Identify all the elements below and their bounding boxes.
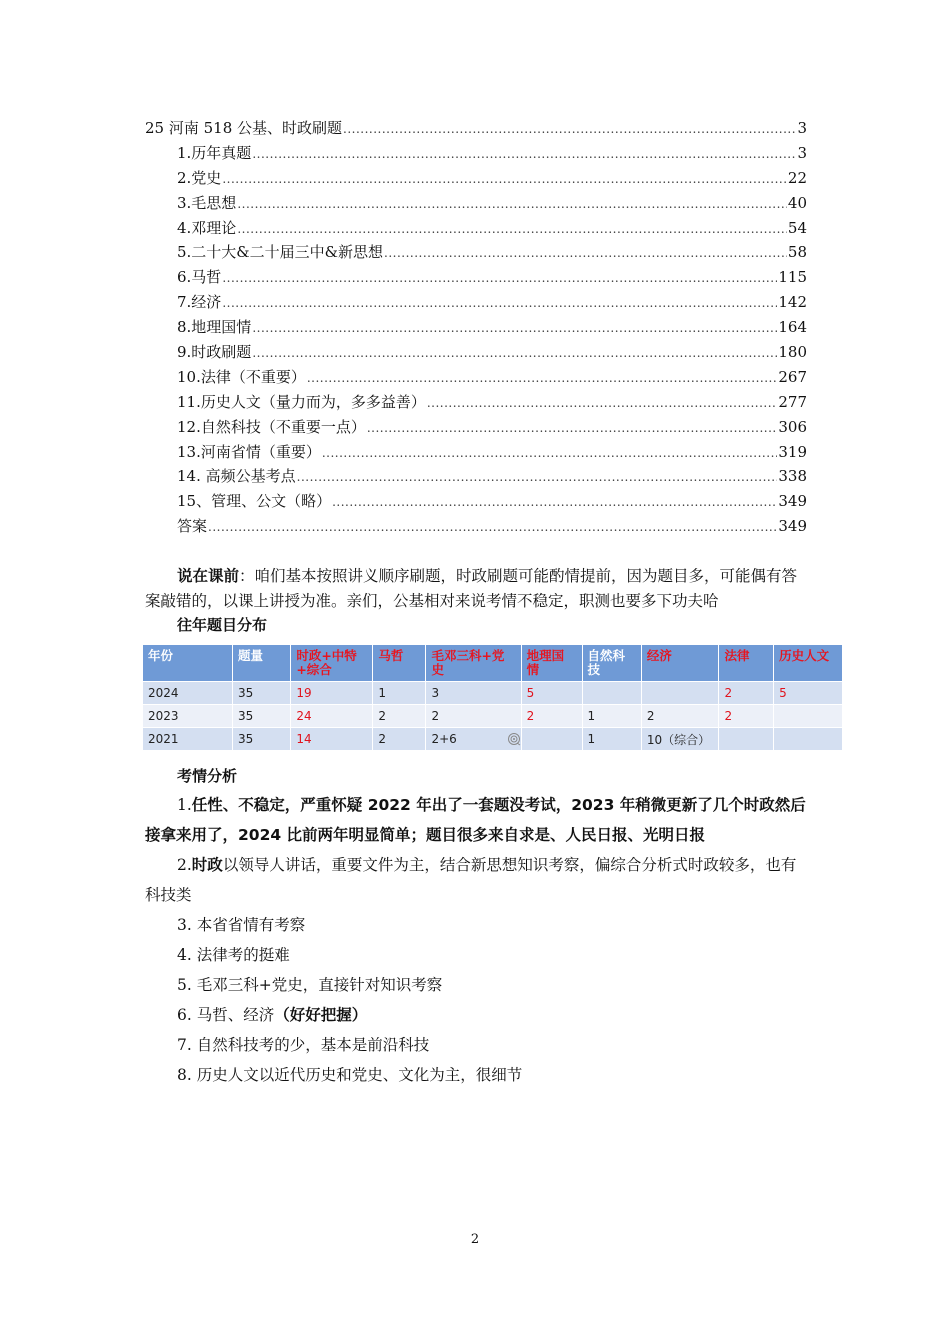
- table-cell: 2+6: [426, 728, 521, 751]
- table-cell: 24: [291, 705, 373, 728]
- toc-leader-dots: [427, 391, 778, 416]
- toc-entry-title: 15、管理、公文（略）: [177, 492, 332, 511]
- analysis-point-2-bold: 时政: [191, 856, 223, 874]
- toc-leader-dots: [252, 316, 777, 341]
- table-cell: [719, 728, 774, 751]
- intro-paragraph: [145, 564, 807, 614]
- toc-entry-page: 319: [778, 442, 807, 461]
- table-cell: 2: [426, 705, 521, 728]
- toc-entry-page: 142: [778, 293, 807, 312]
- toc-entry-page: 349: [778, 492, 807, 511]
- table-cell: 1: [373, 682, 426, 705]
- toc-entry[interactable]: [145, 365, 807, 390]
- toc-entry[interactable]: [145, 489, 807, 514]
- table-header-row: [143, 645, 843, 682]
- analysis-point-6-bold: （好好把握）: [274, 1006, 368, 1024]
- table-cell: 2024: [143, 682, 232, 705]
- table-cell: 1: [582, 705, 641, 728]
- table-cell: [641, 682, 719, 705]
- toc-entry-title: 6.马哲: [177, 268, 222, 287]
- analysis-point-8: 8. 历史人文以近代历史和党史、文化为主，很细节: [177, 1066, 523, 1084]
- table-cell: 5: [774, 682, 843, 705]
- toc-entry-page: 22: [787, 168, 807, 187]
- distribution-title: 往年题目分布: [177, 616, 268, 634]
- toc-entry-page: 164: [778, 318, 807, 337]
- table-header-cell: 法律: [719, 645, 774, 682]
- table-cell: [774, 705, 843, 728]
- toc-entry-page: 349: [778, 517, 807, 536]
- table-header-cell: 经济: [641, 645, 719, 682]
- toc-entry-page: 338: [778, 467, 807, 486]
- toc-entry-page: 306: [778, 417, 807, 436]
- table-header-cell: 年份: [143, 645, 232, 682]
- table-row: [143, 705, 843, 728]
- toc-entry[interactable]: [145, 415, 807, 440]
- table-cell: 35: [232, 705, 290, 728]
- toc-entry-title: 9.时政刷题: [177, 343, 252, 362]
- toc-entry[interactable]: [145, 166, 807, 191]
- table-cell: 2: [719, 682, 774, 705]
- analysis-title: 考情分析: [177, 767, 238, 785]
- analysis-body: [145, 790, 807, 1090]
- analysis-point-6-text: 6. 马哲、经济: [177, 1006, 275, 1024]
- toc-entry[interactable]: [145, 514, 807, 539]
- table-cell: [521, 728, 582, 751]
- analysis-point-2-num: 2.: [177, 856, 192, 874]
- toc-leader-dots: [208, 515, 777, 540]
- toc-entry-page: 58: [787, 243, 807, 262]
- toc-entry-page: 3: [797, 119, 807, 137]
- toc-entry[interactable]: [145, 340, 807, 365]
- toc-entry[interactable]: [145, 440, 807, 465]
- analysis-point-4: 4. 法律考的挺难: [177, 946, 290, 964]
- table-cell: 2: [373, 705, 426, 728]
- toc-leader-dots: [307, 366, 778, 391]
- analysis-point-1-bold: 任性、不稳定，严重怀疑 2022 年出了一套题没考试，2023 年稍微更新了几个时政然后接拿来用了，2024 比前两年明显简单；题目很多来自求是、人民日报、光明日报: [145, 796, 806, 844]
- table-cell: [582, 682, 641, 705]
- analysis-point-2: [145, 850, 807, 910]
- table-cell: 19: [291, 682, 373, 705]
- intro-text: ：咱们基本按照讲义顺序刷题，时政刷题可能酌情提前，因为题目多，可能偶有答案敲错的，以课上讲授为准。亲们，公基相对来说考情不稳定，职测也要多下功夫哈: [145, 567, 798, 610]
- toc-leader-dots: [252, 142, 796, 167]
- table-cell: 2: [641, 705, 719, 728]
- table-cell: 2: [521, 705, 582, 728]
- table-cell: 2: [719, 705, 774, 728]
- toc-entry-page: 115: [778, 268, 807, 287]
- table-cell: 2: [373, 728, 426, 751]
- toc-entry-title: 2.党史: [177, 168, 222, 187]
- table-header-cell: 时政+中特+综合: [291, 645, 373, 682]
- table-cell: 2023: [143, 705, 232, 728]
- table-row: [143, 682, 843, 705]
- toc-entry-page: 54: [787, 218, 807, 237]
- toc-entry[interactable]: [145, 141, 807, 166]
- toc-entry[interactable]: [145, 240, 807, 265]
- table-header-cell: 历史人文: [774, 645, 843, 682]
- toc-leader-dots: [297, 465, 778, 490]
- toc-entry-title: 25 河南 518 公基、时政刷题: [145, 119, 343, 137]
- toc-entry-title: 1.历年真题: [177, 143, 252, 162]
- analysis-point-2-rest: 以领导人讲话，重要文件为主，结合新思想知识考察，偏综合分析式时政较多，也有科技类: [145, 856, 797, 904]
- table-cell: 14: [291, 728, 373, 751]
- distribution-table: [143, 645, 843, 750]
- toc-entry[interactable]: [145, 290, 807, 315]
- toc-entry-page: 40: [787, 193, 807, 212]
- table-cell: [774, 728, 843, 751]
- toc-entry[interactable]: [145, 116, 807, 141]
- toc-leader-dots: [332, 490, 777, 515]
- analysis-point-1: [145, 790, 807, 850]
- toc-leader-dots: [367, 416, 778, 441]
- analysis-point-7: 7. 自然科技考的少，基本是前沿科技: [177, 1036, 430, 1054]
- toc-entry-title: 11.历史人文（量力而为，多多益善）: [177, 392, 426, 411]
- table-of-contents: [145, 116, 807, 539]
- toc-entry[interactable]: [145, 464, 807, 489]
- toc-entry[interactable]: [145, 390, 807, 415]
- toc-leader-dots: [237, 192, 787, 217]
- toc-entry[interactable]: [145, 216, 807, 241]
- table-cell: 2021: [143, 728, 232, 751]
- toc-leader-dots: [222, 167, 787, 192]
- analysis-point-5: 5. 毛邓三科+党史，直接针对知识考察: [177, 976, 443, 994]
- table-header-cell: 马哲: [373, 645, 426, 682]
- toc-entry-title: 4.邓理论: [177, 218, 237, 237]
- table-cell: 3: [426, 682, 521, 705]
- analysis-point-3: 3. 本省省情有考察: [177, 916, 306, 934]
- table-header-cell: 题量: [232, 645, 290, 682]
- table-header-cell: 地理国情: [521, 645, 582, 682]
- toc-entry-title: 12.自然科技（不重要一点）: [177, 417, 366, 436]
- table-cell: 10（综合）: [641, 728, 719, 751]
- table-row: [143, 728, 843, 751]
- table-header-cell: 毛邓三科+党史: [426, 645, 521, 682]
- toc-leader-dots: [252, 341, 777, 366]
- toc-leader-dots: [343, 117, 796, 142]
- table-header-cell: 自然科技: [582, 645, 641, 682]
- toc-entry[interactable]: [145, 265, 807, 290]
- toc-entry-title: 14. 高频公基考点: [177, 467, 296, 486]
- toc-entry-title: 3.毛思想: [177, 193, 237, 212]
- toc-entry[interactable]: [145, 315, 807, 340]
- toc-entry-title: 7.经济: [177, 293, 222, 312]
- intro-lead: 说在课前: [177, 567, 240, 585]
- toc-leader-dots: [222, 266, 777, 291]
- toc-leader-dots: [237, 217, 787, 242]
- table-cell: 1: [582, 728, 641, 751]
- page-number: 2: [470, 1232, 480, 1247]
- target-icon: [507, 732, 521, 746]
- toc-leader-dots: [322, 441, 778, 466]
- toc-entry-title: 答案: [177, 517, 208, 536]
- toc-entry[interactable]: [145, 191, 807, 216]
- toc-entry-page: 3: [797, 143, 807, 162]
- table-cell: 35: [232, 728, 290, 751]
- toc-leader-dots: [384, 241, 787, 266]
- toc-entry-title: 5.二十大&二十届三中&新思想: [177, 243, 384, 262]
- toc-entry-page: 180: [778, 343, 807, 362]
- toc-entry-title: 8.地理国情: [177, 318, 252, 337]
- toc-leader-dots: [222, 291, 777, 316]
- toc-entry-title: 13.河南省情（重要）: [177, 442, 321, 461]
- analysis-point-6: [145, 1000, 807, 1030]
- toc-entry-page: 277: [778, 392, 807, 411]
- toc-entry-title: 10.法律（不重要）: [177, 367, 306, 386]
- toc-entry-page: 267: [778, 367, 807, 386]
- table-cell: 5: [521, 682, 582, 705]
- analysis-point-1-num: 1.: [177, 796, 192, 814]
- table-cell: 35: [232, 682, 290, 705]
